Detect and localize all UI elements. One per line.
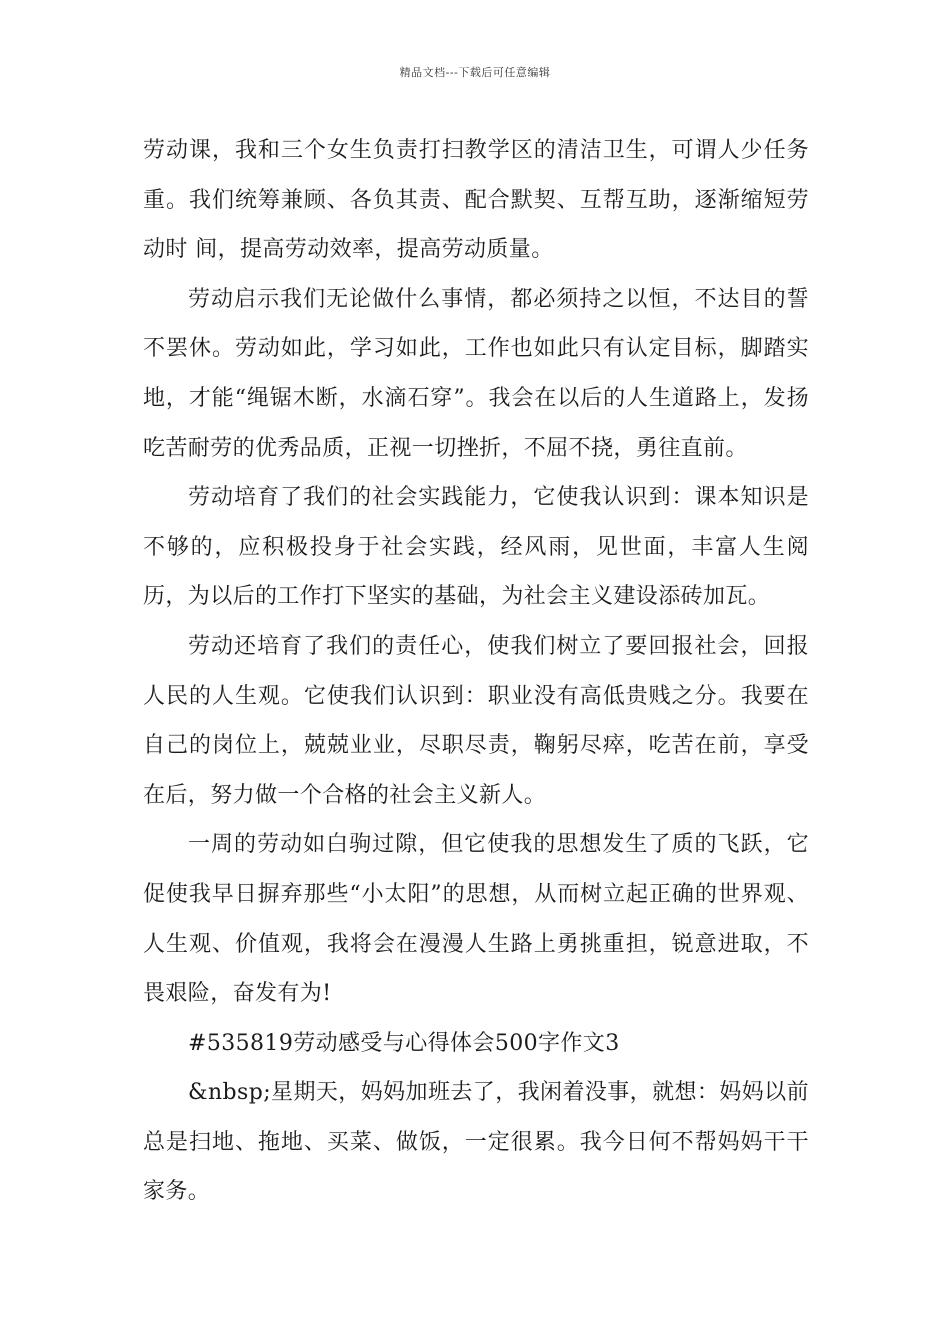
document-body [143, 126, 809, 1217]
paragraph-4: 劳动还培育了我们的责任心，使我们树立了要回报社会，回报人民的人生观。它使我们认识到：职业没有高低贵贱之分。我要在自己的岗位上，兢兢业业，尽职尽责，鞠躬尽瘁，吃苦在前，享受在后，努力做一个合格的社会主义新人。 [143, 633, 809, 808]
paragraph-6: &nbsp;星期天，妈妈加班去了，我闲着没事，就想：妈妈以前总是扫地、拖地、买菜、做饭，一定很累。我今日何不帮妈妈干干家务。 [143, 1080, 809, 1205]
paragraph-3: 劳动培育了我们的社会实践能力，它使我认识到：课本知识是不够的，应积极投身于社会实践，经风雨，见世面，丰富人生阅历，为以后的工作打下坚实的基础，为社会主义建设添砖加瓦。 [143, 485, 809, 610]
paragraph-1: 劳动课，我和三个女生负责打扫教学区的清洁卫生，可谓人少任务重。我们统筹兼顾、各负其责、配合默契、互帮互助，逐渐缩短劳动时 间，提高劳动效率，提高劳动质量。 [143, 138, 809, 263]
paragraph-2: 劳动启示我们无论做什么事情，都必须持之以恒，不达目的誓不罢休。劳动如此，学习如此，工作也如此只有认定目标，脚踏实地，才能“绳锯木断，水滴石穿”。我会在以后的人生道路上，发扬吃苦耐劳的优秀品质，正视一切挫折，不屈不挠，勇往直前。 [143, 286, 809, 461]
section-heading: #535819劳动感受与心得体会500字作文3 [188, 1030, 620, 1056]
page-header: 精品文档---下载后可任意编辑 [399, 66, 551, 79]
paragraph-5: 一周的劳动如白驹过隙，但它使我的思想发生了质的飞跃，它促使我早日摒弃那些“小太阳”的思想，从而树立起正确的世界观、人生观、价值观，我将会在漫漫人生路上勇挑重担，锐意进取，不畏艰险，奋发有为! [143, 832, 809, 1007]
